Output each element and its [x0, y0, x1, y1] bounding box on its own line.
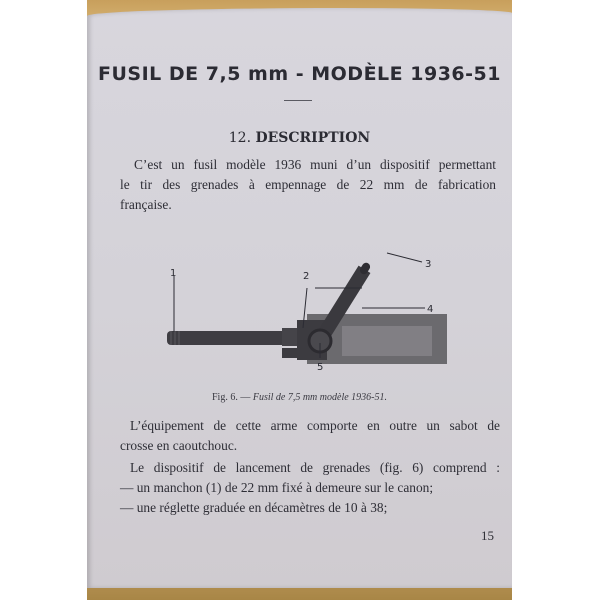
text-line: française.	[120, 197, 172, 212]
text-line: Le dispositif de lancement de grenades (fig. 6) comprend :	[130, 460, 500, 475]
text-line: C’est un fusil modèle 1936 muni d’un dispositif permettant	[134, 157, 496, 172]
text-line: le tir des grenades à empennage de 22 mm de fabrication	[120, 177, 496, 192]
grenade-sleeve	[167, 331, 287, 345]
callout-5: 5	[317, 362, 324, 373]
page-title: FUSIL DE 7,5 mm - MODÈLE 1936-51	[98, 63, 501, 85]
book-page	[87, 8, 512, 588]
list-item: — un manchon (1) de 22 mm fixé à demeure sur le canon;	[120, 480, 434, 495]
list-item: — une réglette graduée en décamètres de 10 à 38;	[120, 500, 388, 515]
callout-1: 1	[170, 268, 177, 279]
text-line: crosse en caoutchouc.	[120, 438, 238, 453]
caption-prefix: Fig. 6. —	[212, 392, 251, 403]
rifle-figure	[157, 248, 447, 373]
text-line: L’équipement de cette arme comporte en outre un sabot de	[130, 418, 500, 433]
equipment-paragraph	[120, 416, 500, 456]
section-heading	[87, 130, 512, 146]
section-title: DESCRIPTION	[255, 130, 371, 146]
caption-text: Fusil de 7,5 mm modèle 1936-51.	[252, 392, 387, 403]
page-number: 15	[481, 528, 494, 543]
callout-3: 3	[425, 259, 432, 270]
device-paragraph	[120, 458, 500, 518]
book-photo	[87, 0, 512, 600]
title-divider	[284, 100, 312, 101]
callout-2: 2	[303, 271, 310, 282]
section-number: 12.	[228, 130, 252, 146]
callout-4: 4	[427, 304, 434, 315]
intro-paragraph	[120, 155, 496, 215]
figure-caption	[87, 392, 512, 403]
